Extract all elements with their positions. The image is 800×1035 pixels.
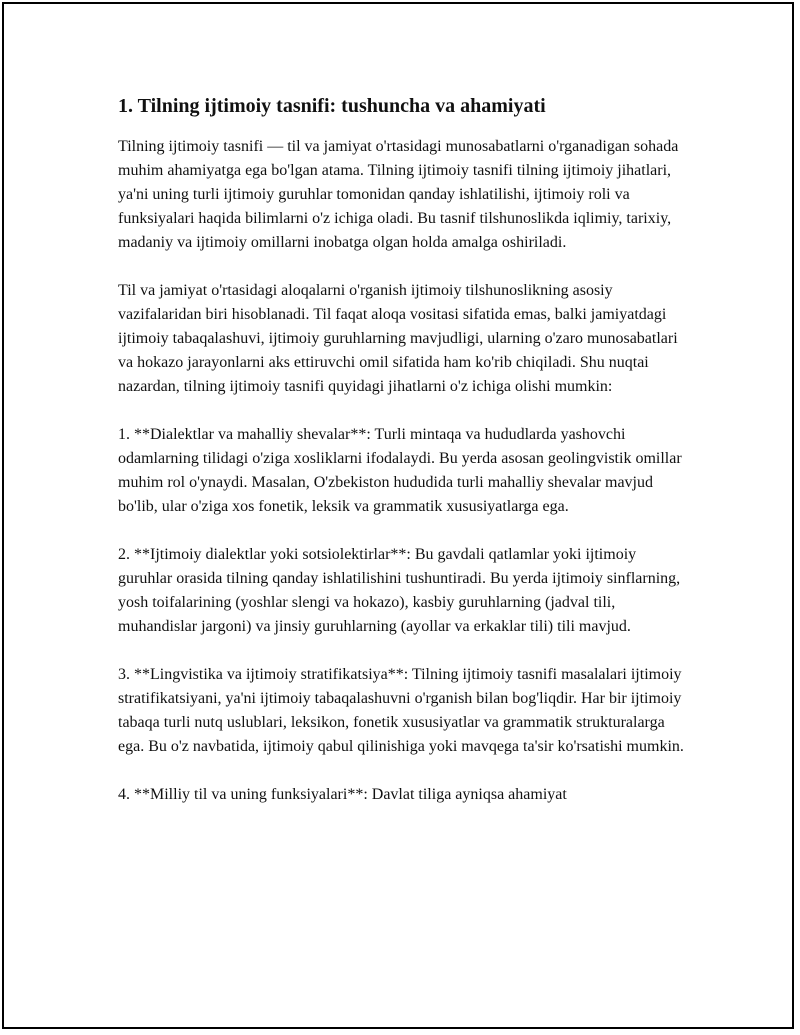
section-heading: 1. Tilning ijtimoiy tasnifi: tushuncha va ahamiyati — [118, 95, 546, 117]
list-item-dialects: 1. **Dialektlar va mahalliy shevalar**: Turli mintaqa va hududlarda yashovchi odamlarning tilidagi o'ziga xosliklarni ifodalaydi. Bu yerda asosan geolingvistik omillar muhim rol o'ynaydi. Masalan, O'zbekiston hududida turli mahalliy shevalar mavjud bo'lib, ular o'ziga xos fonetik, leksik va grammatik xususiyatlarga ega. — [118, 426, 682, 515]
paragraph-society: Til va jamiyat o'rtasidagi aloqalarni o'rganish ijtimoiy tilshunoslikning asosiy vazifalaridan biri hisoblanadi. Til faqat aloqa vositasi sifatida emas, balki jamiyatdagi ijtimoiy tabaqalashuvi, ijtimoiy guruhlarning mavjudligi, ularning o'zaro munosabatlari va hokazo jarayonlarni aks ettiruvchi omil sifatida ham ko'rib chiqiladi. Shu nuqtai nazardan, tilning ijtimoiy tasnifi quyidagi jihatlarni o'z ichiga olishi mumkin: — [118, 282, 678, 395]
list-item-sociolects: 2. **Ijtimoiy dialektlar yoki sotsiolektirlar**: Bu gavdali qatlamlar yoki ijtimoiy guruhlar orasida tilning qanday ishlatilishini tushuntiradi. Bu yerda ijtimoiy sinflarning, yosh toifalarining (yoshlar slengi va hokazo), kasbiy guruhlarning (jadval tili, muhandislar jargoni) va jinsiy guruhlarning (ayollar va erkaklar tili) tili mavjud. — [118, 546, 681, 635]
document-body — [118, 93, 686, 831]
list-item-national-language: 4. **Milliy til va uning funksiyalari**: Davlat tiliga ayniqsa ahamiyat — [118, 786, 567, 803]
paragraph-intro: Tilning ijtimoiy tasnifi — til va jamiyat o'rtasidagi munosabatlarni o'rganadigan sohada muhim ahamiyatga ega bo'lgan atama. Tilning ijtimoiy tasnifi tilning ijtimoiy jihatlari, ya'ni uning turli ijtimoiy guruhlar tomonidan qanday ishlatilishi, ijtimoiy roli va funksiyalari haqida bilimlarni o'z ichiga oladi. Bu tasnif tilshunoslikda iqlimiy, tarixiy, madaniy va ijtimoiy omillarni inobatga olgan holda amalga oshiriladi. — [118, 138, 679, 251]
list-item-stratification: 3. **Lingvistika va ijtimoiy stratifikatsiya**: Tilning ijtimoiy tasnifi masalalari ijtimoiy stratifikatsiyani, ya'ni ijtimoiy tabaqalashuvni o'rganish bilan bog'liqdir. Har bir ijtimoiy tabaqa turli nutq uslublari, leksikon, fonetik xususiyatlar va grammatik strukturalarga ega. Bu o'z navbatida, ijtimoiy qabul qilinishiga yoki mavqega ta'sir ko'rsatishi mumkin. — [118, 666, 684, 755]
